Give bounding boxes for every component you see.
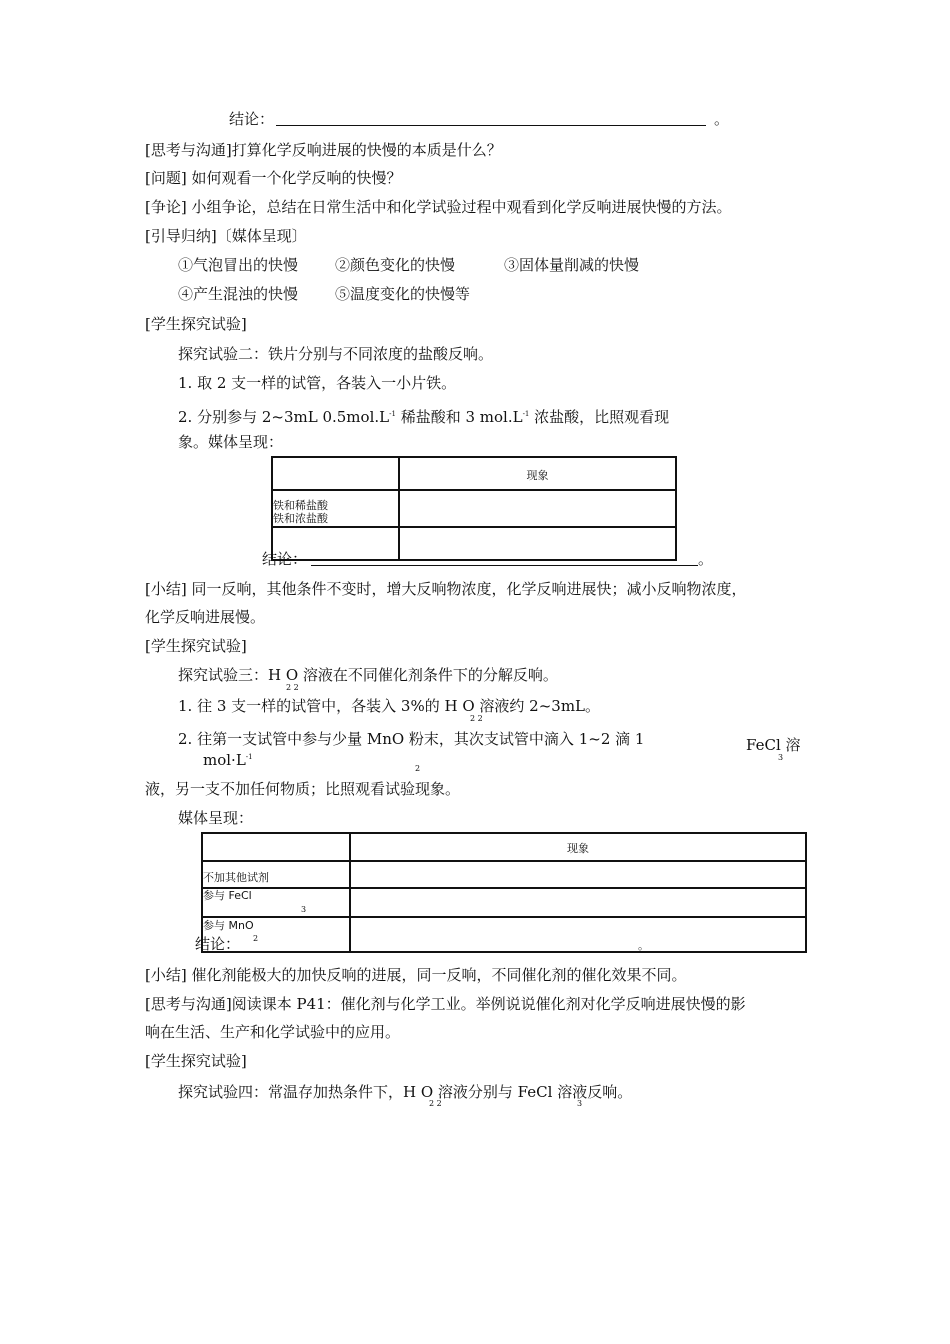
exp2-row1-text: 铁和稀盐酸 — [273, 499, 328, 512]
summary-1a: [小结] 同一反响，其他条件不变时，增大反响物浓度，化学反响进展快；减小反响物浓度， — [145, 580, 747, 598]
exp2-step1: 1. 取 2 支一样的试管，各装入一小片铁。 — [178, 374, 457, 392]
student-experiment-heading-2: [学生探究试验] — [145, 637, 247, 655]
exp3-header-text: 现象 — [567, 842, 589, 855]
exp3-row1-text: 不加其他试剂 — [203, 871, 269, 884]
method-4: ④产生混浊的快慢 — [178, 285, 299, 303]
exp3-step1-sub: 2 2 — [470, 714, 483, 723]
exp4-sub2: 3 — [577, 1099, 583, 1108]
think-communicate-1: [思考与沟通]打算化学反响进展的快慢的本质是什么？ — [145, 141, 502, 159]
exp3-step2-unit — [203, 747, 253, 770]
exp3-table-header — [350, 833, 806, 861]
guide-summary: [引导归纳]〔媒体呈现〕 — [145, 227, 307, 245]
exp2-row2-value — [399, 527, 676, 560]
exp4-title: 探究试验四：常温存加热条件下，H O 溶液分别与 FeCl 溶液反响。 — [178, 1083, 633, 1101]
exp3-row2-text: 参与 FeCl — [203, 889, 252, 902]
exp3-step2: 2. 往第一支试管中参与少量 MnO 粉末，其次支试管中滴入 1~2 滴 1 — [178, 730, 645, 748]
exp3-step2-b: mol·L — [203, 751, 246, 769]
exp3-title: 探究试验三：H O 溶液在不同催化剂条件下的分解反响。 — [178, 666, 558, 684]
exp2-table — [271, 456, 677, 561]
exp3-row1-value — [350, 861, 806, 888]
exp2-table-header — [399, 457, 676, 490]
method-2: ②颜色变化的快慢 — [335, 256, 456, 274]
exp3-step2-sup: -1 — [245, 753, 253, 761]
exp2-step2 — [178, 404, 669, 427]
method-1: ①气泡冒出的快慢 — [178, 256, 299, 274]
exp3-fecl: FeCl 溶 — [746, 736, 801, 754]
exp3-conclusion-dot: 。 — [638, 939, 649, 952]
conclusion-label: 结论： — [229, 110, 275, 128]
exp2-row1-value — [399, 490, 676, 527]
student-experiment-heading-3: [学生探究试验] — [145, 1052, 247, 1070]
summary-1b: 化学反响进展慢。 — [145, 608, 266, 626]
question: [问题] 如何观看一个化学反响的快慢？ — [145, 169, 402, 187]
conclusion-blank — [276, 125, 706, 126]
exp2-header-text: 现象 — [526, 468, 549, 482]
think-communicate-2a: [思考与沟通]阅读课本 P41：催化剂与化学工业。举例说说催化剂对化学反响进展快慢的影 — [145, 995, 746, 1013]
exp3-fecl-sub: 3 — [778, 753, 784, 762]
exp3-row3-text: 参与 MnO — [203, 919, 254, 932]
debate: [争论] 小组争论，总结在日常生活中和化学试验过程中观看到化学反响进展快慢的方法。 — [145, 198, 732, 216]
exp2-step2-b: 稀盐酸和 3 mol.L — [395, 408, 523, 426]
exp2-step2-cont: 象。媒体呈现： — [178, 433, 284, 451]
exp2-row2-text: 铁和浓盐酸 — [273, 512, 328, 525]
exp3-row2-label — [202, 888, 350, 917]
exp2-step2-sup2: -1 — [522, 410, 530, 418]
exp2-conclusion-blank — [311, 565, 698, 566]
exp2-step2-a: 2. 分别参与 2~3mL 0.5mol.L — [178, 408, 390, 426]
exp3-row3-value — [350, 917, 806, 952]
exp3-media: 媒体呈现： — [178, 809, 254, 827]
exp3-step2-cont: 液，另一支不加任何物质；比照观看试验现象。 — [145, 780, 461, 798]
exp2-title: 探究试验二：铁片分别与不同浓度的盐酸反响。 — [178, 345, 494, 363]
exp2-step2-sup1: -1 — [389, 410, 396, 418]
summary-2: [小结] 催化剂能极大的加快反响的进展，同一反响，不同催化剂的催化效果不同。 — [145, 966, 687, 984]
exp3-row3-sub: 2 — [253, 934, 259, 943]
method-3: ③固体量削减的快慢 — [504, 256, 640, 274]
exp2-step2-c: 浓盐酸，比照观看现 — [529, 408, 670, 426]
exp2-conclusion-period: 。 — [698, 550, 714, 568]
exp3-table — [201, 832, 807, 953]
method-5: ⑤温度变化的快慢等 — [335, 285, 471, 303]
exp3-row2-sub: 3 — [301, 905, 307, 914]
student-experiment-heading: [学生探究试验] — [145, 315, 247, 333]
exp3-title-sub: 2 2 — [286, 683, 299, 692]
exp3-step2-sub: 2 — [415, 764, 421, 773]
exp3-row1-label — [202, 861, 350, 888]
conclusion-period: 。 — [714, 110, 730, 128]
exp2-conclusion-label: 结论： — [262, 550, 308, 568]
exp2-table-corner — [272, 457, 399, 490]
exp4-sub1: 2 2 — [429, 1099, 442, 1108]
exp3-table-corner — [202, 833, 350, 861]
exp3-conclusion-label: 结论： — [195, 935, 241, 953]
think-communicate-2b: 响在生活、生产和化学试验中的应用。 — [145, 1023, 401, 1041]
exp2-row1-label — [272, 490, 399, 527]
exp3-step1: 1. 往 3 支一样的试管中，各装入 3%的 H O 溶液约 2~3mL。 — [178, 697, 601, 715]
